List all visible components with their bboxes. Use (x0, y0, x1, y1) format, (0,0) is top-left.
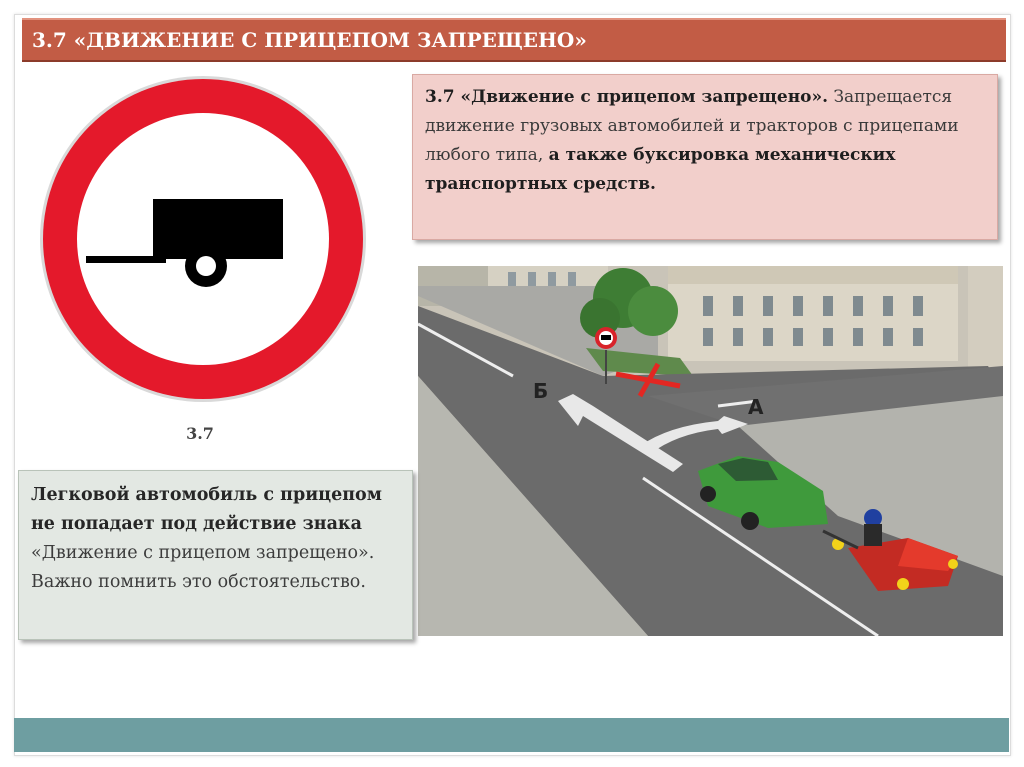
scene-label-a: А (748, 395, 764, 419)
no-trailer-sign-icon (38, 74, 368, 404)
scene-label-b: Б (533, 379, 549, 403)
page-title: 3.7 «ДВИЖЕНИЕ С ПРИЦЕПОМ ЗАПРЕЩЕНО» (32, 28, 587, 52)
note-text-bold: Легковой автомобиль с прицепом не попадает под действие знака (31, 485, 382, 534)
rule-text: Запрещается движение грузовых автомобилей и тракторов с прицепами любого типа, (425, 87, 959, 165)
title-bar (22, 18, 1006, 62)
rule-description-box (412, 74, 998, 240)
note-box (18, 470, 413, 640)
intersection-illustration (418, 266, 1003, 636)
sign-number: 3.7 (186, 424, 214, 443)
rule-text-bold: а также буксировка механических транспортных средств. (425, 145, 896, 194)
note-text: «Движение с прицепом запрещено». Важно помнить это обстоятельство. (31, 543, 375, 592)
rule-heading: 3.7 «Движение с прицепом запрещено». (425, 87, 829, 107)
footer-bar (14, 718, 1009, 752)
